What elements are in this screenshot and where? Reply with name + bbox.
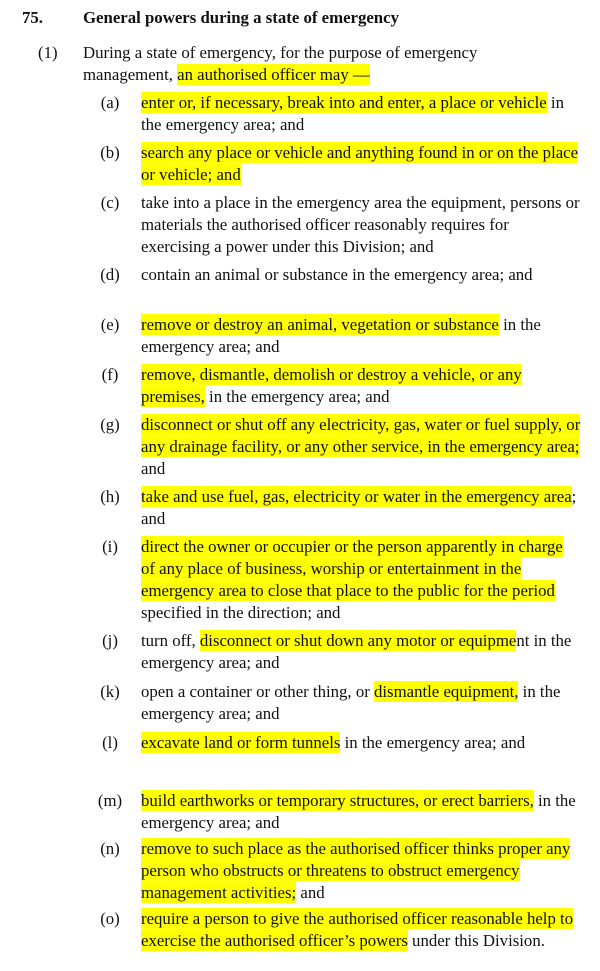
highlighted-text: disconnect or shut off any electricity, gas, water or fuel supply, or any drainage facility, or any other service, in the emergency area; <box>141 415 581 456</box>
plain-text: in the emergency area; and <box>141 791 576 832</box>
paragraph-label: (o) <box>100 909 120 928</box>
paragraph-text <box>141 536 581 624</box>
subsection-text <box>83 42 553 86</box>
paragraph-text <box>141 908 581 952</box>
paragraph-label: (d) <box>100 265 120 284</box>
highlighted-text: build earthworks or temporary structures, or erect barriers, <box>141 791 534 810</box>
highlighted-text: dismantle equipment, <box>374 682 519 701</box>
paragraph-label: (n) <box>100 839 120 858</box>
paragraph-label: (c) <box>100 193 120 212</box>
subsection-number: (1) <box>38 43 58 62</box>
paragraph-label: (l) <box>102 733 118 752</box>
paragraph-text <box>141 142 581 186</box>
plain-text: open a container or other thing, or <box>141 682 374 701</box>
paragraph-text <box>141 264 581 286</box>
paragraph-text <box>141 364 581 408</box>
plain-text: in the emergency area; and <box>204 387 390 406</box>
highlighted-text: an authorised officer may — <box>177 65 370 84</box>
plain-text: and <box>296 883 325 902</box>
paragraph-label: (h) <box>100 487 120 506</box>
plain-text: in the emergency area; and <box>141 93 564 134</box>
paragraph-text <box>141 192 581 258</box>
paragraph-text <box>141 314 581 358</box>
subsection-text-plain: During a state of emergency, for the purpose of emergency management, <box>83 43 478 84</box>
plain-text: in the emergency area; and <box>141 315 541 356</box>
paragraph-text <box>141 486 581 530</box>
paragraph-label: (b) <box>100 143 120 162</box>
paragraph-text <box>141 838 581 904</box>
section-title: General powers during a state of emergency <box>83 8 399 27</box>
highlighted-text: remove, dismantle, demolish or destroy a vehicle, or any premises, <box>141 365 522 406</box>
paragraph-label: (i) <box>102 537 118 556</box>
highlighted-text: remove or destroy an animal, vegetation or substance <box>141 315 499 334</box>
plain-text: take into a place in the emergency area the equipment, persons or materials the authorised officer reasonably requires for exercising a power under this Division; and <box>141 193 580 256</box>
plain-text: turn off, <box>141 631 200 650</box>
paragraph-label: (a) <box>100 93 120 112</box>
highlighted-text: disconnect or shut down any motor or equipme <box>199 631 517 650</box>
paragraph-text <box>141 732 581 754</box>
highlighted-text: direct the owner or occupier or the person apparently in charge of any place of business, worship or entertainment in the emergency area to close that place to the public for the period <box>141 537 563 600</box>
paragraph-label: (g) <box>100 415 120 434</box>
paragraph-label: (f) <box>101 365 119 384</box>
plain-text: in the emergency area; and <box>141 682 561 723</box>
plain-text: contain an animal or substance in the emergency area; and <box>141 265 533 284</box>
highlighted-text: take and use fuel, gas, electricity or water in the emergency area <box>141 487 572 506</box>
highlighted-text: enter or, if necessary, break into and enter, a place or vehicle <box>141 93 547 112</box>
paragraph-label: (j) <box>102 631 118 650</box>
plain-text: under this Division. <box>407 931 545 950</box>
plain-text: ; and <box>141 487 577 528</box>
paragraph-text <box>141 92 581 136</box>
plain-text: and <box>141 459 166 478</box>
paragraph-text <box>141 414 581 480</box>
section-number: 75. <box>22 8 43 27</box>
plain-text: in the emergency area; and <box>340 733 526 752</box>
paragraph-label: (m) <box>97 791 123 810</box>
plain-text: specified in the direction; and <box>141 603 341 622</box>
highlighted-text: excavate land or form tunnels <box>141 733 341 752</box>
paragraph-label: (k) <box>100 682 120 701</box>
plain-text: nt in the emergency area; and <box>141 631 572 672</box>
highlighted-text: remove to such place as the authorised officer thinks proper any person who obstructs or threatens to obstruct emergency management activities; <box>141 839 571 902</box>
highlighted-text: require a person to give the authorised officer reasonable help to exercise the authorised officer’s powers <box>141 909 574 950</box>
paragraph-text <box>141 630 581 674</box>
paragraph-label: (e) <box>100 315 120 334</box>
paragraph-text <box>141 790 581 834</box>
paragraph-text <box>141 681 581 725</box>
highlighted-text: search any place or vehicle and anything found in or on the place or vehicle; and <box>141 143 579 184</box>
